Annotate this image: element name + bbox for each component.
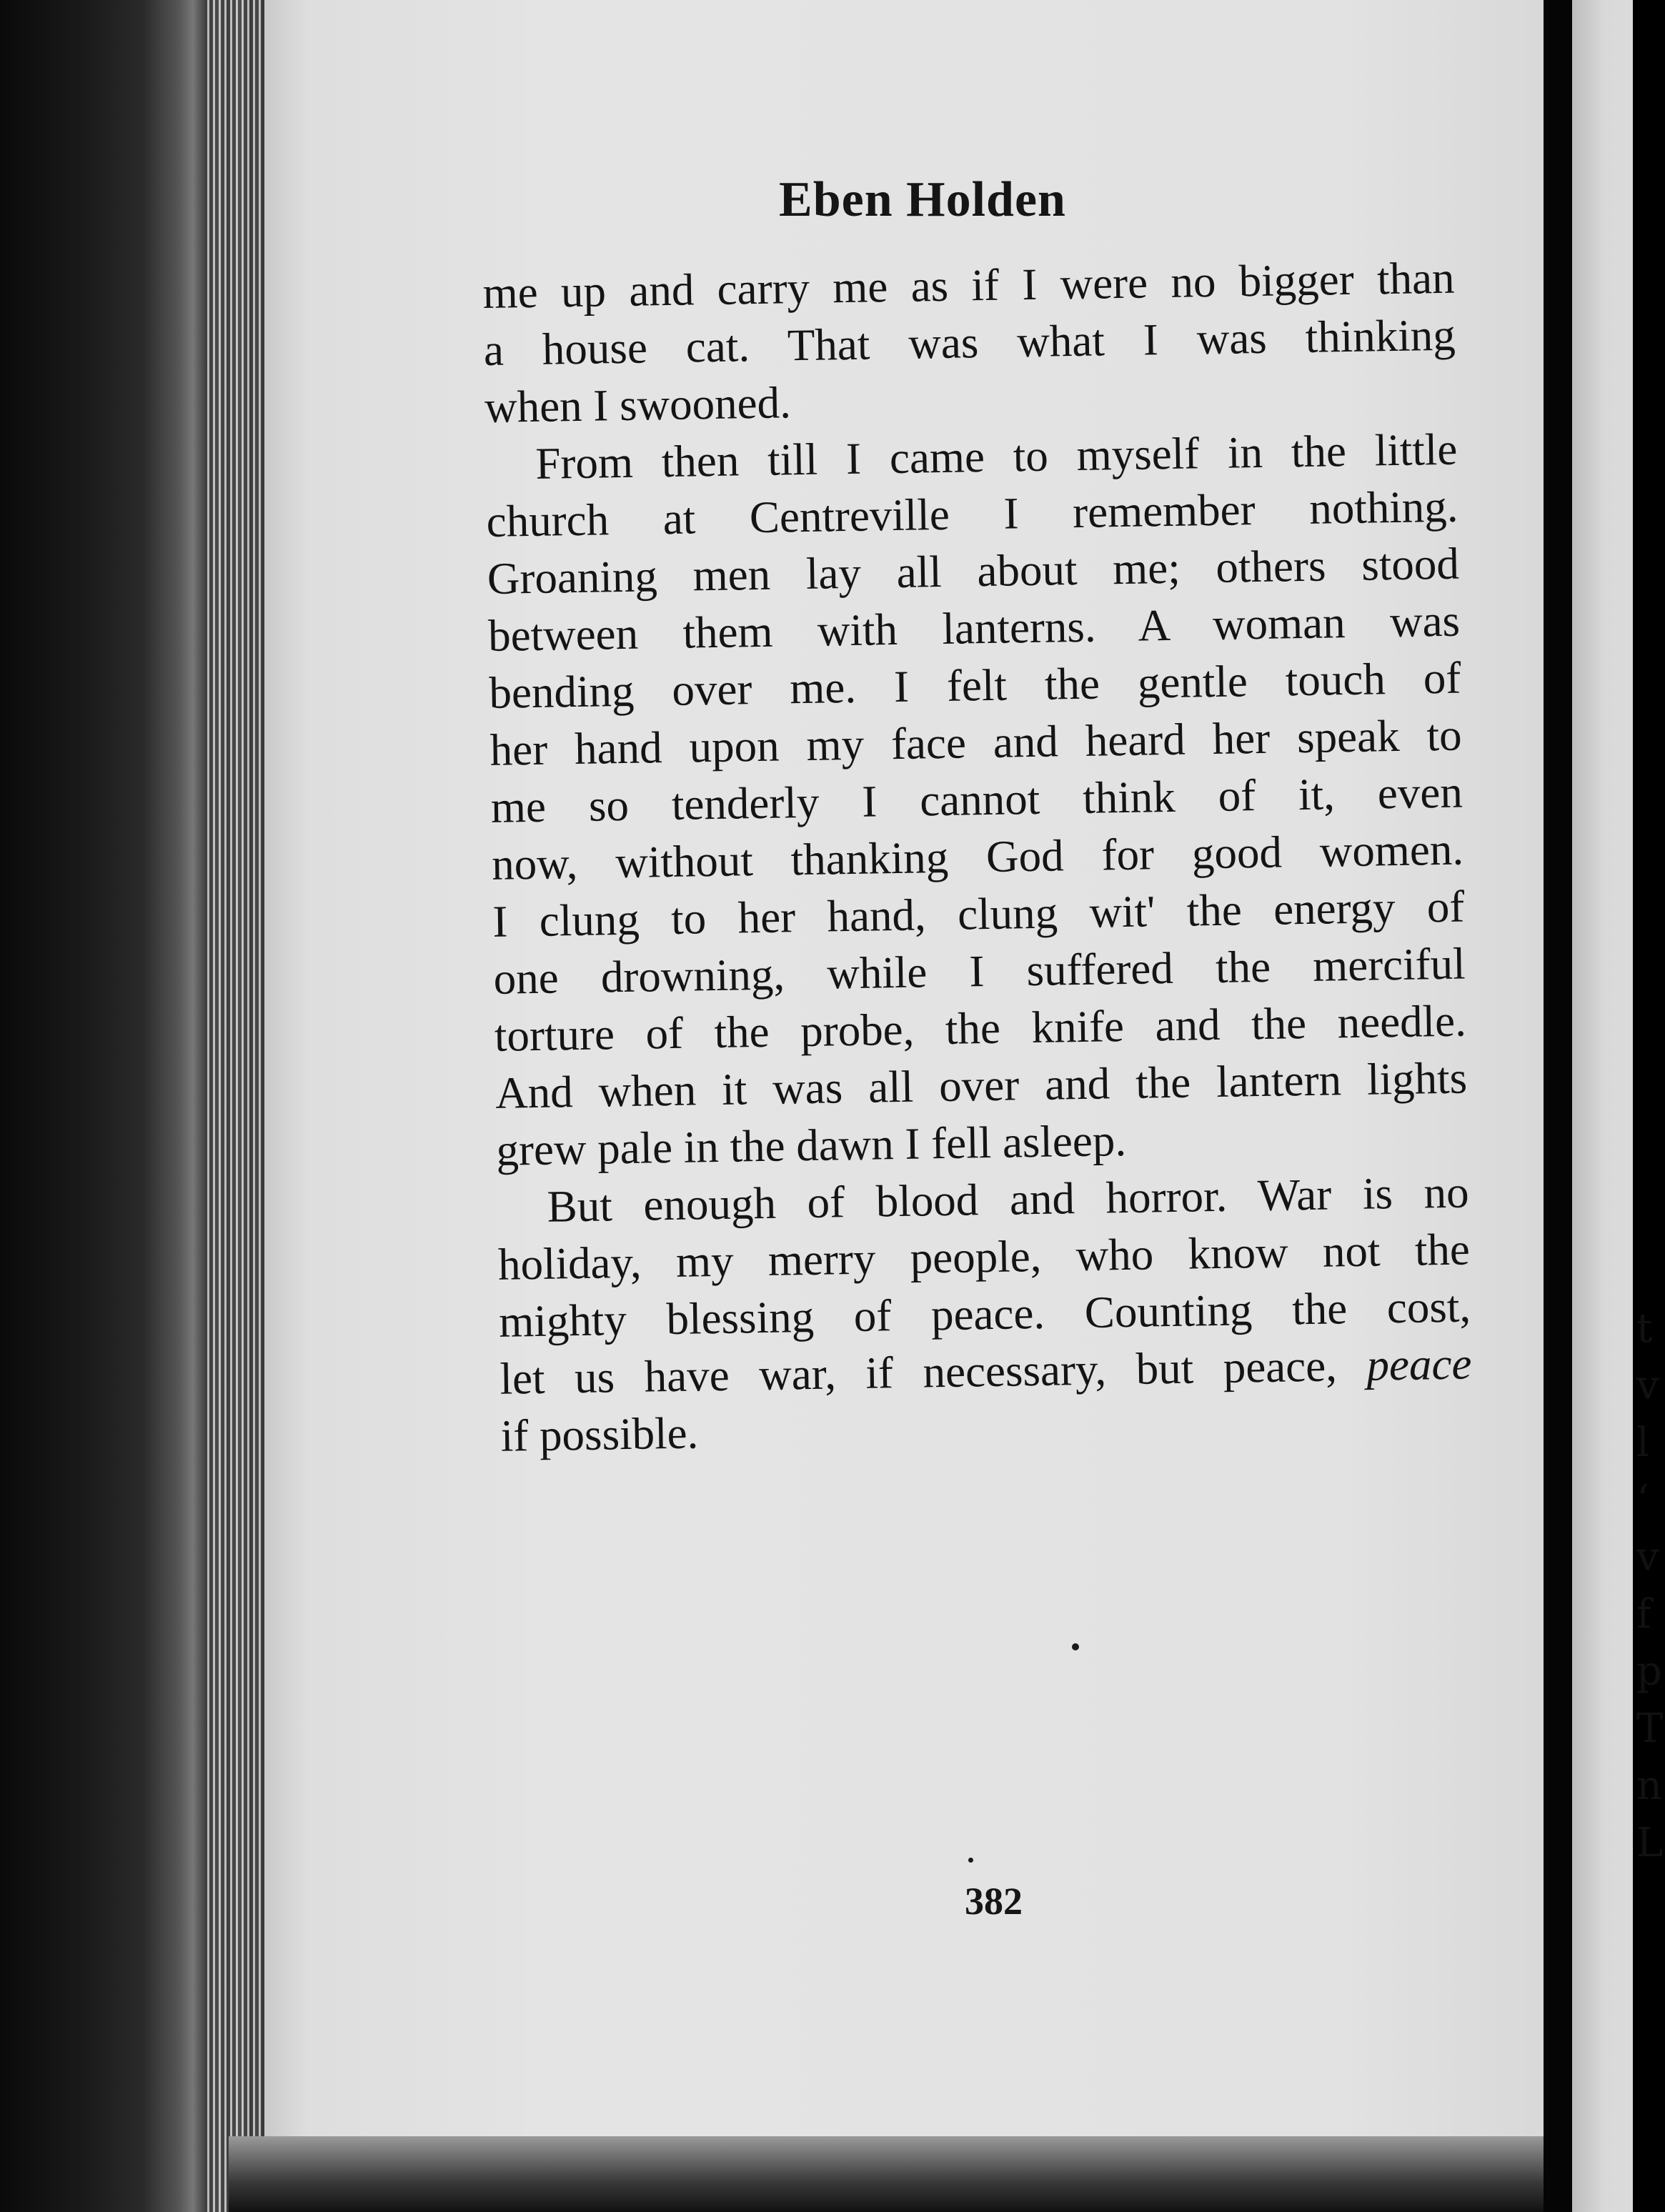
fragment-char: f (1636, 1591, 1651, 1638)
text-line: mighty blessing of peace. Counting the cost, (498, 1281, 1471, 1347)
page-edges (207, 0, 264, 2212)
text-line: between them with lanterns. A woman was (487, 595, 1461, 661)
text-line: a house cat. That was what I was thinking (483, 309, 1456, 375)
page-bottom-shadow (229, 2136, 1558, 2212)
fragment-char: v (1636, 1534, 1659, 1580)
text-line: And when it was all over and the lantern lights (494, 1052, 1468, 1118)
italic-word: peace (1366, 1338, 1472, 1390)
text-line: torture of the probe, the knife and the needle. (494, 995, 1467, 1061)
text-line: me up and carry me as if I were no bigger than (482, 252, 1456, 318)
ink-speck (1072, 1643, 1079, 1650)
fragment-char: L (1636, 1820, 1664, 1866)
text-line: church at Centreville I remember nothing. (486, 481, 1459, 547)
text-line: if possible. (500, 1408, 699, 1461)
fragment-char: p (1636, 1648, 1662, 1695)
fragment-char: ‘ (1636, 1477, 1649, 1523)
fragment-char: t (1636, 1305, 1653, 1352)
text-line: But enough of blood and horror. War is no (547, 1167, 1470, 1232)
text-line: when I swooned. (484, 377, 792, 432)
text-line: one drowning, while I suffered the merciful (493, 938, 1466, 1004)
text-line: I clung to her hand, clung wit' the energy of (492, 881, 1465, 947)
text-line: me so tenderly I cannot think of it, even (490, 767, 1463, 832)
text-line: holiday, my merry people, who know not the (497, 1224, 1471, 1290)
facing-page-border (1633, 0, 1655, 2212)
fragment-char: v (1636, 1362, 1659, 1409)
fragment-char: l (1636, 1420, 1649, 1466)
text-line: now, without thanking God for good women. (491, 824, 1464, 890)
text-line: grew pale in the dawn I fell asleep. (495, 1115, 1127, 1175)
fragment-char: n (1636, 1763, 1663, 1809)
running-head: Eben Holden (779, 172, 1066, 227)
text-line: her hand upon my face and heard her speak to (489, 709, 1463, 775)
ink-speck (968, 1858, 973, 1863)
fragment-char: T (1636, 1705, 1664, 1752)
text-line: Groaning men lay all about me; others stood (487, 538, 1460, 604)
text-line: From then till I came to myself in the little (535, 424, 1458, 489)
text-line: bending over me. I felt the gentle touch of (488, 652, 1461, 718)
body-text (482, 249, 1473, 1465)
text-line-main: let us have war, if necessary, but peace, (499, 1340, 1338, 1404)
facing-page-fragments (1636, 1300, 1665, 1872)
page-number: 382 (965, 1880, 1023, 1923)
